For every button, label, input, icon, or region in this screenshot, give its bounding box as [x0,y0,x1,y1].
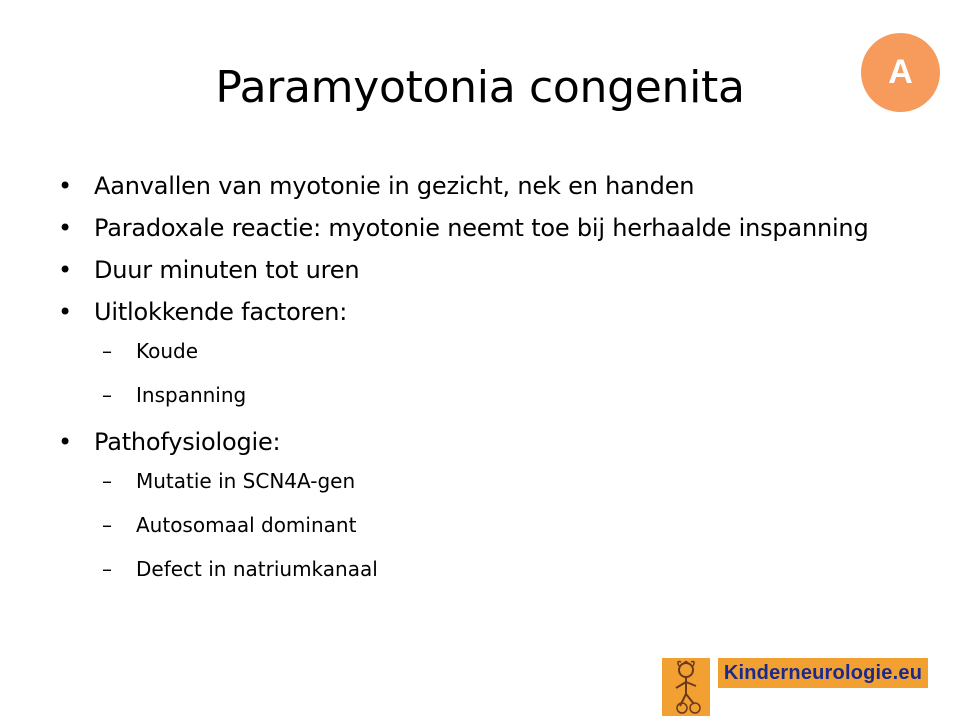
bullet-dot-icon: • [58,214,72,242]
bullet-text: Paradoxale reactie: myotonie neemt toe bij herhaalde inspanning [94,214,869,242]
sub-text: Mutatie in SCN4A-gen [136,469,356,493]
bullet-list [58,170,898,600]
dash-icon: – [102,469,112,493]
sub-item [58,338,898,364]
brand-banner [718,658,928,688]
bullet-text: Aanvallen van myotonie in gezicht, nek en handen [94,172,695,200]
bullet-text: Uitlokkende factoren: [94,298,348,326]
dash-icon: – [102,513,112,537]
section-badge: A [861,33,940,112]
sub-item [58,556,898,582]
dash-icon: – [102,383,112,407]
bullet-dot-icon: • [58,256,72,284]
sub-text: Inspanning [136,383,247,407]
sub-item [58,512,898,538]
dash-icon: – [102,557,112,581]
dash-icon: – [102,339,112,363]
brand-text: Kinderneurologie.eu [723,661,923,684]
bullet-text: Duur minuten tot uren [94,256,360,284]
bullet-item [58,170,898,202]
sub-text: Defect in natriumkanaal [136,557,378,581]
sub-item [58,382,898,408]
bullet-item [58,212,898,244]
sub-text: Autosomaal dominant [136,513,357,537]
bullet-dot-icon: • [58,298,72,326]
slide-title: Paramyotonia congenita [215,62,745,113]
child-figure-logo-icon [662,658,710,716]
bullet-dot-icon: • [58,428,72,456]
bullet-item [58,426,898,458]
bullet-text: Pathofysiologie: [94,428,281,456]
bullet-dot-icon: • [58,172,72,200]
sub-list [58,468,898,582]
bullet-item [58,296,898,328]
sub-item [58,468,898,494]
bullet-item [58,254,898,286]
sub-text: Koude [136,339,199,363]
sub-list [58,338,898,408]
